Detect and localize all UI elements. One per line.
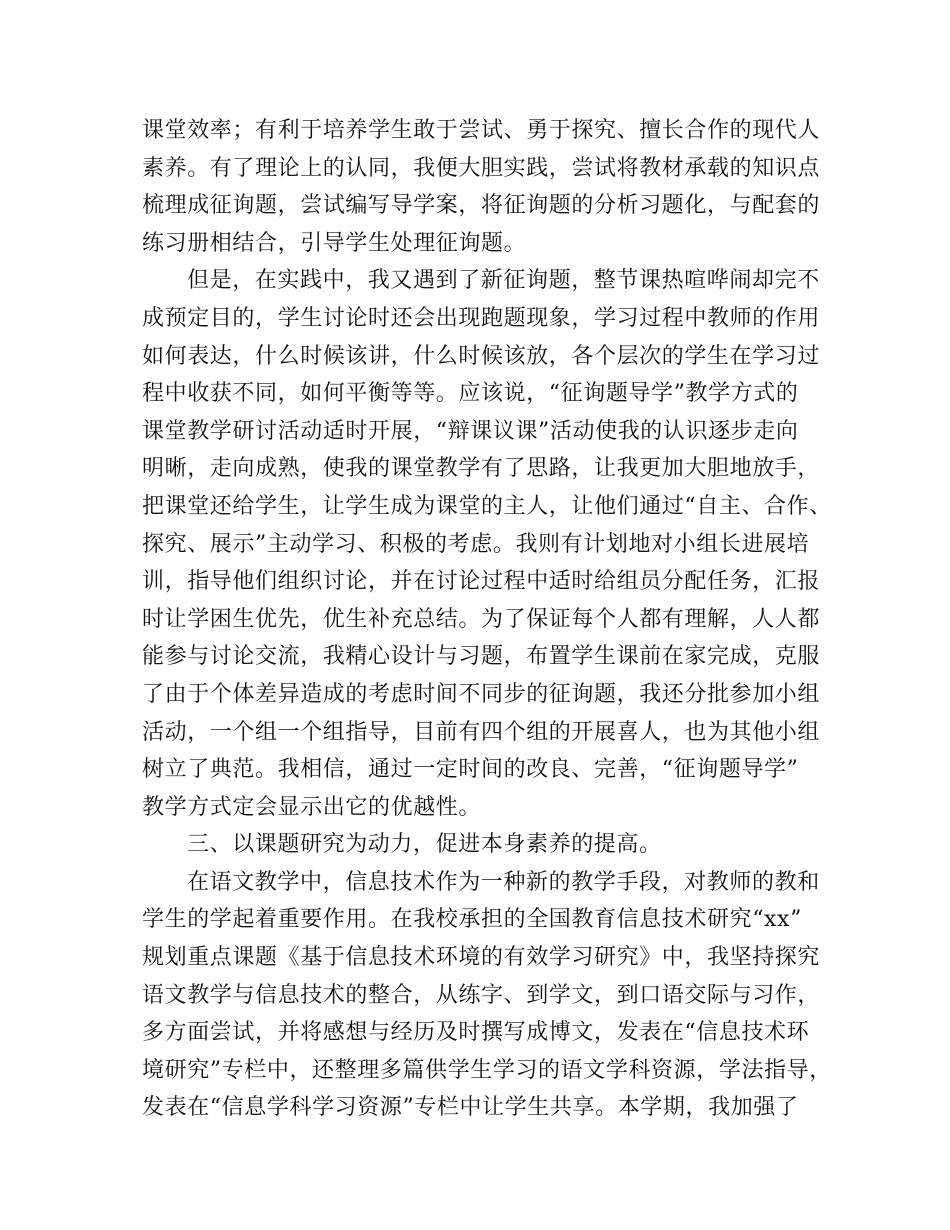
text-line: 教学方式定会显示出它的优越性。	[142, 794, 482, 820]
text-line: 但是，在实践中，我又遇到了新征询题，整节课热喧哗闹却完不	[187, 268, 820, 294]
text-line: 练习册相结合，引导学生处理征询题。	[142, 230, 527, 256]
text-line: 多方面尝试，并将感想与经历及时撰写成博文，发表在“信息技术环	[142, 1020, 810, 1046]
text-line: 学生的学起着重要作用。在我校承担的全国教育信息技术研究“xx”	[142, 907, 802, 933]
text-line: 发表在“信息学科学习资源”专栏中让学生共享。本学期，我加强了	[142, 1095, 799, 1121]
text-line: 梳理成征询题，尝试编写导学案，将征询题的分析习题化，与配套的	[142, 193, 821, 219]
text-line: 成预定目的，学生讨论时还会出现跑题现象，学习过程中教师的作用	[142, 305, 821, 331]
text-line: 程中收获不同，如何平衡等等。应该说，“征询题导学”教学方式的	[142, 381, 799, 407]
text-line: 活动，一个组一个组指导，目前有四个组的开展喜人，也为其他小组	[142, 719, 821, 745]
text-line: 素养。有了理论上的认同，我便大胆实践，尝试将教材承载的知识点	[142, 155, 821, 181]
text-line: 课堂效率；有利于培养学生敢于尝试、勇于探究、擅长合作的现代人	[142, 118, 821, 143]
text-line: 如何表达，什么时候该讲，什么时候该放，各个层次的学生在学习过	[142, 343, 821, 369]
text-line: 明晰，走向成熟，使我的课堂教学有了思路，让我更加大胆地放手，	[142, 456, 821, 482]
text-line: 境研究”专栏中，还整理多篇供学生学习的语文学科资源，学法指导，	[142, 1057, 832, 1083]
text-line: 能参与讨论交流，我精心设计与习题，布置学生课前在家完成，克服	[142, 644, 821, 670]
body-text	[142, 112, 832, 1127]
text-line: 探究、展示”主动学习、积极的考虑。我则有计划地对小组长进展培	[142, 531, 810, 557]
text-line: 课堂教学研讨活动适时开展，“辩课议课”活动使我的认识逐步走向	[142, 418, 799, 444]
text-line: 把课堂还给学生，让学生成为课堂的主人，让他们通过“自主、合作、	[142, 493, 832, 519]
text-line: 规划重点课题《基于信息技术环境的有效学习研究》中，我坚持探究	[142, 945, 821, 971]
text-line: 时让学困生优先，优生补充总结。为了保证每个人都有理解，人人都	[142, 606, 821, 632]
text-line: 三、以课题研究为动力，促进本身素养的提高。	[187, 832, 662, 858]
text-line: 训，指导他们组织讨论，并在讨论过程中适时给组员分配任务，汇报	[142, 569, 821, 595]
text-line: 树立了典范。我相信，通过一定时间的改良、完善，“征询题导学”	[142, 757, 799, 783]
text-line: 在语文教学中，信息技术作为一种新的教学手段，对教师的教和	[187, 869, 820, 895]
text-line: 语文教学与信息技术的整合，从练字、到学文，到口语交际与习作，	[142, 982, 821, 1008]
text-line: 了由于个体差异造成的考虑时间不同步的征询题，我还分批参加小组	[142, 681, 821, 707]
